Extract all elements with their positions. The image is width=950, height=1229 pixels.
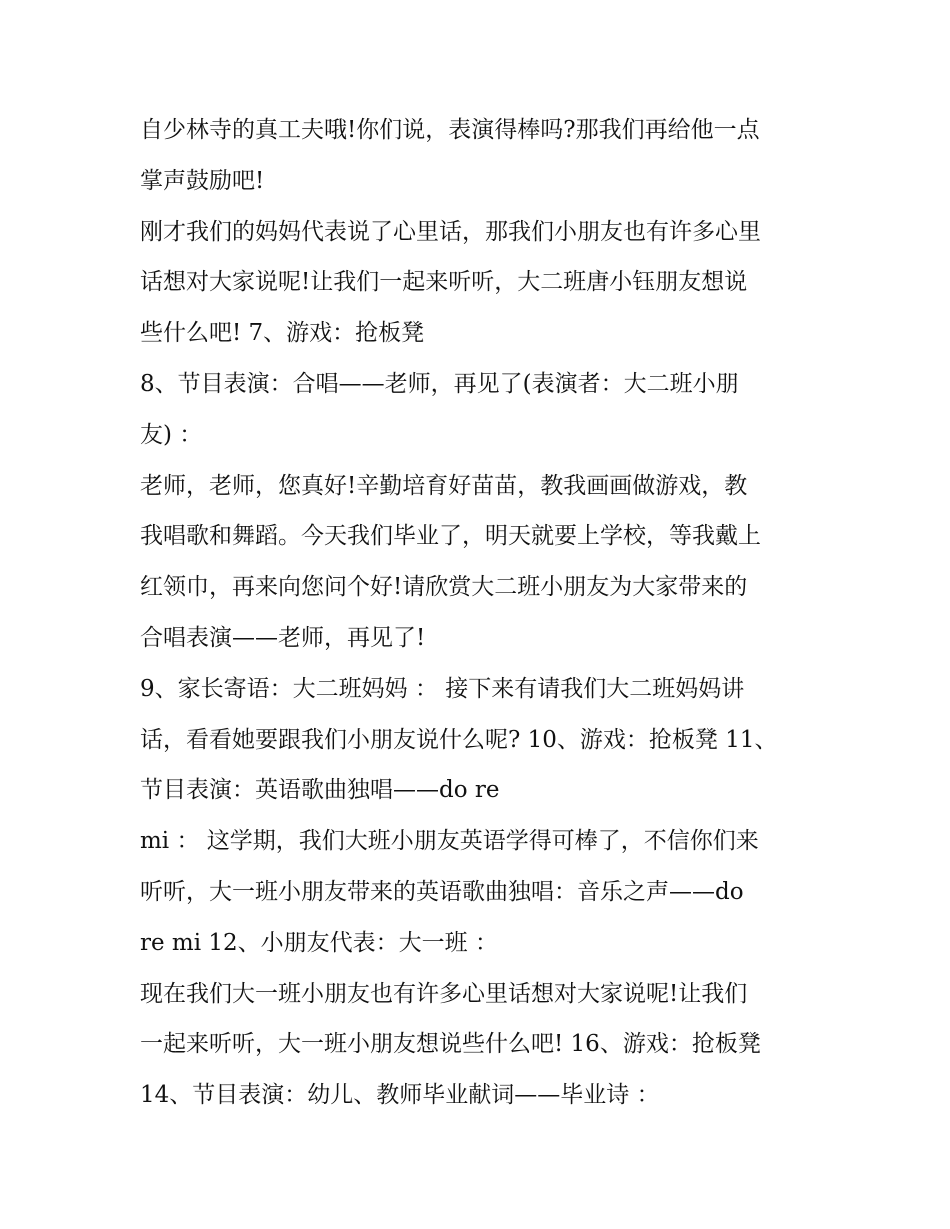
text-line: 8、节目表演：合唱——老师，再见了(表演者：大二班小朋 xyxy=(140,370,739,397)
text-line: 老师，老师，您真好!辛勤培育好苗苗，教我画画做游戏，教 xyxy=(140,472,748,499)
text-line: 些什么吧! 7、游戏：抢板凳 xyxy=(140,320,425,347)
text-line: 听听，大一班小朋友带来的英语歌曲独唱：音乐之声——do xyxy=(140,878,744,905)
text-line: 自少林寺的真工夫哦!你们说，表演得棒吗?那我们再给他一点 xyxy=(140,117,760,143)
text-line: 我唱歌和舞蹈。今天我们毕业了，明天就要上学校，等我戴上 xyxy=(140,523,761,550)
body-text xyxy=(140,105,820,1121)
text-line: 红领巾，再来向您问个好!请欣赏大二班小朋友为大家带来的 xyxy=(140,574,748,601)
text-line: mi ： 这学期，我们大班小朋友英语学得可棒了，不信你们来 xyxy=(140,828,759,855)
text-line: 节目表演：英语歌曲独唱——do re xyxy=(140,777,500,804)
text-line: 合唱表演——老师，再见了! xyxy=(140,624,426,651)
text-line: 现在我们大一班小朋友也有许多心里话想对大家说呢!让我们 xyxy=(140,980,748,1007)
text-line: 友) ： xyxy=(140,421,203,448)
text-line: 14、节目表演：幼儿、教师毕业献词——毕业诗 ： xyxy=(140,1082,660,1109)
text-line: re mi 12、小朋友代表：大一班 ： xyxy=(140,929,498,956)
text-line: 话，看看她要跟我们小朋友说什么呢? 10、游戏：抢板凳 11、 xyxy=(140,726,778,753)
text-line: 刚才我们的妈妈代表说了心里话，那我们小朋友也有许多心里 xyxy=(140,218,761,245)
text-line: 话想对大家说呢!让我们一起来听听，大二班唐小钰朋友想说 xyxy=(140,269,748,296)
text-line: 一起来听听，大一班小朋友想说些什么吧! 16、游戏：抢板凳 xyxy=(140,1031,761,1058)
text-line: 9、家长寄语：大二班妈妈 ： 接下来有请我们大二班妈妈讲 xyxy=(140,675,745,702)
text-line: 掌声鼓励吧! xyxy=(140,167,265,194)
